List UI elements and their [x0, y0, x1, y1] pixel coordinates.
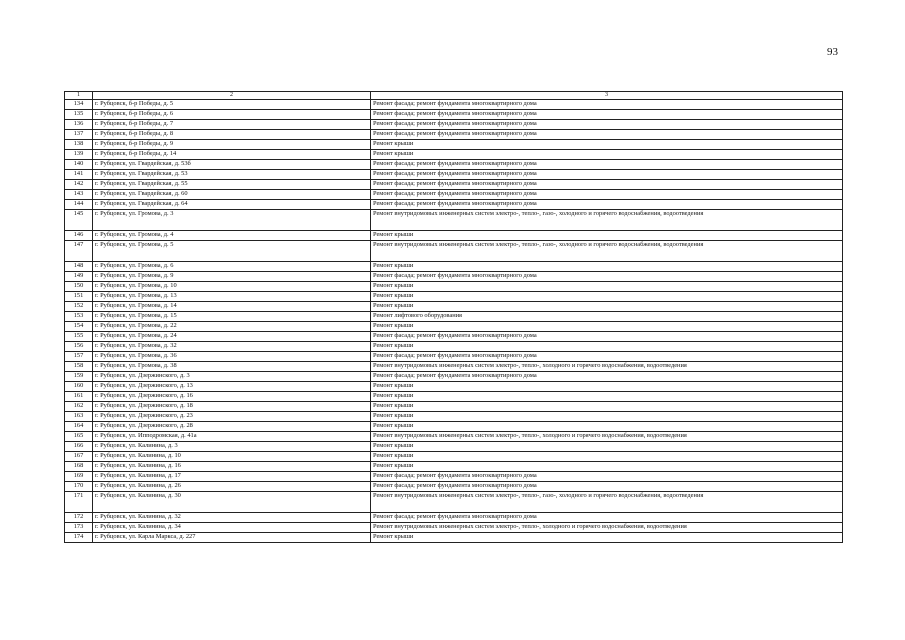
work-type-cell: Ремонт крыши [371, 392, 843, 402]
address-cell: г. Рубцовск, ул. Дзержинского, д. 28 [93, 422, 371, 432]
address-cell: г. Рубцовск, ул. Громова, д. 9 [93, 272, 371, 282]
table-row [65, 533, 843, 543]
address-cell: г. Рубцовск, ул. Карла Маркса, д. 227 [93, 533, 371, 543]
row-number-cell: 154 [65, 322, 93, 332]
address-cell: г. Рубцовск, ул. Дзержинского, д. 13 [93, 382, 371, 392]
address-cell: г. Рубцовск, ул. Гвардейская, д. 53 [93, 170, 371, 180]
work-type-cell: Ремонт крыши [371, 462, 843, 472]
row-number-cell: 162 [65, 402, 93, 412]
table-row [65, 462, 843, 472]
work-type-cell: Ремонт внутридомовых инженерных систем электро-, тепло-, газо-, холодного и горячего водоснабжения, водоотведения [371, 241, 843, 262]
work-type-cell: Ремонт крыши [371, 533, 843, 543]
address-cell: г. Рубцовск, ул. Калинина, д. 34 [93, 523, 371, 533]
table-row [65, 432, 843, 442]
table-row [65, 513, 843, 523]
work-type-cell: Ремонт внутридомовых инженерных систем электро-, тепло-, холодного и горячего водоснабжения, водоотведения [371, 362, 843, 372]
work-type-cell: Ремонт крыши [371, 231, 843, 241]
address-cell: г. Рубцовск, ул. Калинина, д. 16 [93, 462, 371, 472]
work-type-cell: Ремонт крыши [371, 402, 843, 412]
address-cell: г. Рубцовск, ул. Калинина, д. 3 [93, 442, 371, 452]
column-header-number: 1 [65, 92, 93, 100]
row-number-cell: 173 [65, 523, 93, 533]
work-type-cell: Ремонт фасада; ремонт фундамента многоквартирного дома [371, 120, 843, 130]
work-type-cell: Ремонт фасада; ремонт фундамента многоквартирного дома [371, 190, 843, 200]
table-row [65, 332, 843, 342]
address-cell: г. Рубцовск, ул. Громова, д. 38 [93, 362, 371, 372]
table-row [65, 422, 843, 432]
address-cell: г. Рубцовск, б-р Победы, д. 8 [93, 130, 371, 140]
table-row [65, 362, 843, 372]
row-number-cell: 164 [65, 422, 93, 432]
work-type-cell: Ремонт крыши [371, 382, 843, 392]
work-type-cell: Ремонт фасада; ремонт фундамента многоквартирного дома [371, 332, 843, 342]
table-row [65, 482, 843, 492]
address-cell: г. Рубцовск, ул. Гвардейская, д. 55 [93, 180, 371, 190]
work-type-cell: Ремонт фасада; ремонт фундамента многоквартирного дома [371, 352, 843, 362]
address-cell: г. Рубцовск, б-р Победы, д. 5 [93, 100, 371, 110]
table-row [65, 492, 843, 513]
address-cell: г. Рубцовск, б-р Победы, д. 7 [93, 120, 371, 130]
address-cell: г. Рубцовск, ул. Громова, д. 15 [93, 312, 371, 322]
table-row [65, 523, 843, 533]
table-row [65, 282, 843, 292]
table-body [65, 100, 843, 543]
work-type-cell: Ремонт лифтового оборудования [371, 312, 843, 322]
address-cell: г. Рубцовск, ул. Калинина, д. 32 [93, 513, 371, 523]
work-type-cell: Ремонт крыши [371, 292, 843, 302]
work-type-cell: Ремонт крыши [371, 282, 843, 292]
row-number-cell: 174 [65, 533, 93, 543]
address-cell: г. Рубцовск, ул. Калинина, д. 26 [93, 482, 371, 492]
table-row [65, 452, 843, 462]
table-row [65, 392, 843, 402]
address-cell: г. Рубцовск, ул. Гвардейская, д. 64 [93, 200, 371, 210]
address-cell: г. Рубцовск, ул. Ипподромская, д. 41а [93, 432, 371, 442]
work-type-cell: Ремонт фасада; ремонт фундамента многоквартирного дома [371, 513, 843, 523]
address-cell: г. Рубцовск, ул. Громова, д. 10 [93, 282, 371, 292]
row-number-cell: 140 [65, 160, 93, 170]
address-cell: г. Рубцовск, б-р Победы, д. 9 [93, 140, 371, 150]
work-type-cell: Ремонт фасада; ремонт фундамента многоквартирного дома [371, 100, 843, 110]
address-cell: г. Рубцовск, ул. Калинина, д. 10 [93, 452, 371, 462]
row-number-cell: 134 [65, 100, 93, 110]
work-type-cell: Ремонт крыши [371, 442, 843, 452]
row-number-cell: 147 [65, 241, 93, 262]
table-row [65, 412, 843, 422]
row-number-cell: 166 [65, 442, 93, 452]
work-type-cell: Ремонт крыши [371, 412, 843, 422]
table-row [65, 180, 843, 190]
row-number-cell: 150 [65, 282, 93, 292]
row-number-cell: 156 [65, 342, 93, 352]
row-number-cell: 136 [65, 120, 93, 130]
row-number-cell: 141 [65, 170, 93, 180]
work-type-cell: Ремонт фасада; ремонт фундамента многоквартирного дома [371, 110, 843, 120]
work-type-cell: Ремонт крыши [371, 422, 843, 432]
address-cell: г. Рубцовск, ул. Дзержинского, д. 3 [93, 372, 371, 382]
row-number-cell: 137 [65, 130, 93, 140]
table-row [65, 160, 843, 170]
work-type-cell: Ремонт фасада; ремонт фундамента многоквартирного дома [371, 130, 843, 140]
address-cell: г. Рубцовск, ул. Громова, д. 4 [93, 231, 371, 241]
work-type-cell: Ремонт внутридомовых инженерных систем электро-, тепло-, холодного и горячего водоснабжения, водоотведения [371, 432, 843, 442]
row-number-cell: 138 [65, 140, 93, 150]
table-row [65, 100, 843, 110]
table-row [65, 272, 843, 282]
table-row [65, 241, 843, 262]
work-type-cell: Ремонт внутридомовых инженерных систем электро-, тепло-, газо-, холодного и горячего водоснабжения, водоотведения [371, 492, 843, 513]
table-row [65, 120, 843, 130]
address-cell: г. Рубцовск, б-р Победы, д. 14 [93, 150, 371, 160]
row-number-cell: 145 [65, 210, 93, 231]
table-header-row [65, 92, 843, 100]
row-number-cell: 148 [65, 262, 93, 272]
row-number-cell: 146 [65, 231, 93, 241]
address-cell: г. Рубцовск, ул. Калинина, д. 30 [93, 492, 371, 513]
work-type-cell: Ремонт крыши [371, 302, 843, 312]
table-row [65, 322, 843, 332]
table-row [65, 200, 843, 210]
work-type-cell: Ремонт фасада; ремонт фундамента многоквартирного дома [371, 482, 843, 492]
row-number-cell: 165 [65, 432, 93, 442]
address-cell: г. Рубцовск, ул. Гвардейская, д. 53б [93, 160, 371, 170]
table-row [65, 402, 843, 412]
table-row [65, 190, 843, 200]
work-type-cell: Ремонт фасада; ремонт фундамента многоквартирного дома [371, 170, 843, 180]
row-number-cell: 167 [65, 452, 93, 462]
registry-table [64, 91, 843, 543]
work-type-cell: Ремонт фасада; ремонт фундамента многоквартирного дома [371, 160, 843, 170]
address-cell: г. Рубцовск, ул. Громова, д. 24 [93, 332, 371, 342]
work-type-cell: Ремонт крыши [371, 150, 843, 160]
row-number-cell: 169 [65, 472, 93, 482]
address-cell: г. Рубцовск, ул. Громова, д. 32 [93, 342, 371, 352]
table-row [65, 342, 843, 352]
work-type-cell: Ремонт крыши [371, 452, 843, 462]
work-type-cell: Ремонт крыши [371, 262, 843, 272]
page-number: 93 [827, 46, 838, 58]
table-row [65, 170, 843, 180]
work-type-cell: Ремонт внутридомовых инженерных систем электро-, тепло-, газо-, холодного и горячего водоснабжения, водоотведения [371, 210, 843, 231]
table-row [65, 302, 843, 312]
table-row [65, 140, 843, 150]
column-header-address: 2 [93, 92, 371, 100]
table-row [65, 292, 843, 302]
row-number-cell: 157 [65, 352, 93, 362]
table-row [65, 372, 843, 382]
row-number-cell: 170 [65, 482, 93, 492]
row-number-cell: 159 [65, 372, 93, 382]
row-number-cell: 155 [65, 332, 93, 342]
row-number-cell: 139 [65, 150, 93, 160]
address-cell: г. Рубцовск, ул. Громова, д. 14 [93, 302, 371, 312]
address-cell: г. Рубцовск, ул. Громова, д. 22 [93, 322, 371, 332]
row-number-cell: 161 [65, 392, 93, 402]
address-cell: г. Рубцовск, ул. Громова, д. 3 [93, 210, 371, 231]
address-cell: г. Рубцовск, ул. Гвардейская, д. 60 [93, 190, 371, 200]
table-row [65, 472, 843, 482]
work-type-cell: Ремонт фасада; ремонт фундамента многоквартирного дома [371, 472, 843, 482]
work-type-cell: Ремонт фасада; ремонт фундамента многоквартирного дома [371, 372, 843, 382]
row-number-cell: 171 [65, 492, 93, 513]
work-type-cell: Ремонт внутридомовых инженерных систем электро-, тепло-, холодного и горячего водоснабжения, водоотведения [371, 523, 843, 533]
work-type-cell: Ремонт крыши [371, 140, 843, 150]
address-cell: г. Рубцовск, ул. Громова, д. 36 [93, 352, 371, 362]
table-row [65, 150, 843, 160]
row-number-cell: 163 [65, 412, 93, 422]
row-number-cell: 149 [65, 272, 93, 282]
table-row [65, 110, 843, 120]
table-row [65, 352, 843, 362]
address-cell: г. Рубцовск, б-р Победы, д. 6 [93, 110, 371, 120]
address-cell: г. Рубцовск, ул. Громова, д. 6 [93, 262, 371, 272]
column-header-work-type: 3 [371, 92, 843, 100]
row-number-cell: 160 [65, 382, 93, 392]
address-cell: г. Рубцовск, ул. Калинина, д. 17 [93, 472, 371, 482]
table-row [65, 130, 843, 140]
table-row [65, 442, 843, 452]
work-type-cell: Ремонт фасада; ремонт фундамента многоквартирного дома [371, 180, 843, 190]
row-number-cell: 135 [65, 110, 93, 120]
work-type-cell: Ремонт фасада; ремонт фундамента многоквартирного дома [371, 200, 843, 210]
table-row [65, 231, 843, 241]
work-type-cell: Ремонт крыши [371, 342, 843, 352]
work-type-cell: Ремонт фасада; ремонт фундамента многоквартирного дома [371, 272, 843, 282]
row-number-cell: 153 [65, 312, 93, 322]
table-row [65, 262, 843, 272]
address-cell: г. Рубцовск, ул. Громова, д. 13 [93, 292, 371, 302]
row-number-cell: 151 [65, 292, 93, 302]
address-cell: г. Рубцовск, ул. Дзержинского, д. 16 [93, 392, 371, 402]
row-number-cell: 143 [65, 190, 93, 200]
row-number-cell: 168 [65, 462, 93, 472]
work-type-cell: Ремонт крыши [371, 322, 843, 332]
address-cell: г. Рубцовск, ул. Громова, д. 5 [93, 241, 371, 262]
table-row [65, 382, 843, 392]
row-number-cell: 152 [65, 302, 93, 312]
table-row [65, 210, 843, 231]
row-number-cell: 158 [65, 362, 93, 372]
table-row [65, 312, 843, 322]
row-number-cell: 144 [65, 200, 93, 210]
row-number-cell: 172 [65, 513, 93, 523]
row-number-cell: 142 [65, 180, 93, 190]
address-cell: г. Рубцовск, ул. Дзержинского, д. 18 [93, 402, 371, 412]
address-cell: г. Рубцовск, ул. Дзержинского, д. 23 [93, 412, 371, 422]
